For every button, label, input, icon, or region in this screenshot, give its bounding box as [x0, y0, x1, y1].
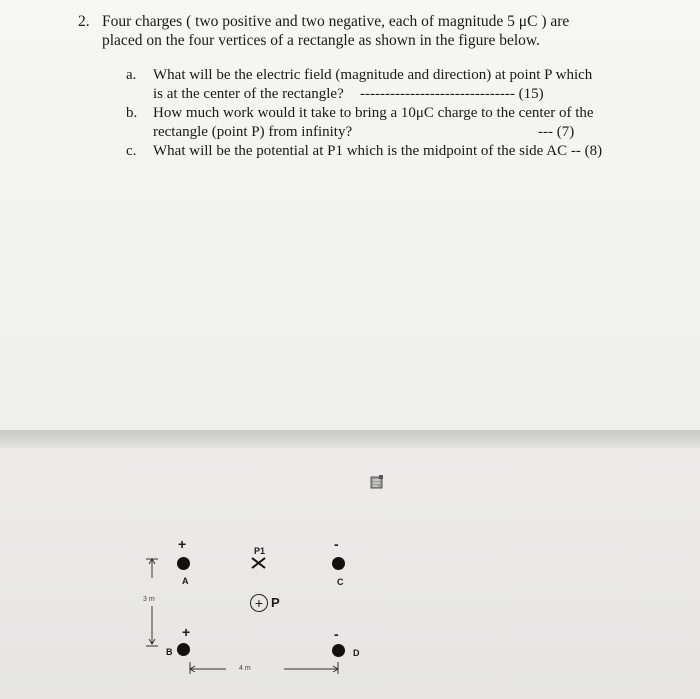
p1-cross-icon — [250, 556, 268, 570]
charge-c-label: C — [337, 577, 344, 587]
charge-a-sign: + — [178, 536, 187, 552]
charge-b-dot — [177, 643, 190, 656]
charge-d-sign: - — [334, 626, 339, 642]
center-p-label: P — [271, 595, 280, 610]
center-charge-marker — [250, 594, 268, 612]
charge-b-label: B — [166, 647, 173, 657]
height-dimension-arrow — [140, 556, 164, 650]
charge-d-label: D — [353, 648, 360, 658]
part-a-text-line-1: What will be the electric field (magnitude and direction) at point P which — [153, 67, 593, 83]
part-a-points: ------------------------------- (15) — [360, 86, 544, 102]
part-c-label: c. — [126, 143, 137, 159]
question-text-line-1: Four charges ( two positive and two negative, each of magnitude 5 μC ) are — [102, 13, 570, 30]
charge-a-dot — [177, 557, 190, 570]
charge-c-dot — [332, 557, 345, 570]
charge-c-sign: - — [334, 536, 339, 552]
charge-a-label: A — [182, 576, 189, 586]
part-c-text: What will be the potential at P1 which is the midpoint of the side AC -- (8) — [153, 143, 603, 159]
p1-label: P1 — [254, 546, 266, 556]
part-a-text-line-2: is at the center of the rectangle? — [153, 86, 344, 102]
charge-d-dot — [332, 644, 345, 657]
part-b-text-line-2: rectangle (point P) from infinity? — [153, 124, 353, 140]
charge-b-sign: + — [182, 624, 191, 640]
center-plus-symbol: + — [254, 595, 264, 611]
part-b-label: b. — [126, 105, 138, 121]
question-number: 2. — [78, 13, 90, 30]
part-b-text-line-1: How much work would it take to bring a 10μC charge to the center of the — [153, 105, 594, 121]
part-b-points: --- (7) — [538, 124, 575, 140]
height-label: 3 m — [143, 596, 155, 603]
part-a-label: a. — [126, 67, 137, 83]
width-dimension-arrow — [186, 660, 342, 676]
page-fold-divider — [0, 430, 700, 448]
question-text-line-2: placed on the four vertices of a rectangle as shown in the figure below. — [102, 32, 540, 49]
width-label: 4 m — [239, 665, 251, 672]
charge-rectangle-figure — [0, 448, 700, 699]
